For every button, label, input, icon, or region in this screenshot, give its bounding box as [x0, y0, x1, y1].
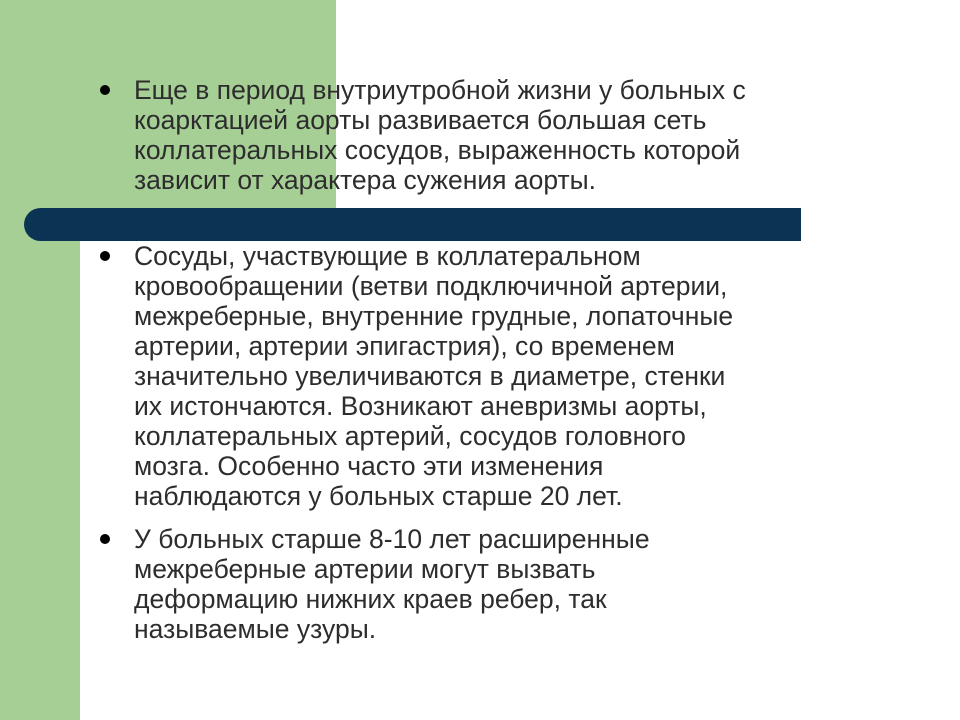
bullet-2-line-9: наблюдаются у больных старше 20 лет. — [134, 481, 623, 511]
bullet-dot-icon — [100, 534, 110, 544]
bullet-3-line-3: деформацию нижних краев ребер, так — [134, 584, 607, 614]
bullet-text-2 — [134, 241, 884, 511]
bullet-2-line-8: мозга. Особенно часто эти изменения — [134, 451, 604, 481]
bullet-1-line-3: коллатеральных сосудов, выраженность которой — [134, 135, 741, 165]
slide-content — [96, 0, 886, 720]
bullet-text-3 — [134, 524, 884, 644]
bullet-2-line-1: Сосуды, участвующие в коллатеральном — [134, 241, 641, 271]
bullet-2-line-4: артерии, артерии эпигастрия), со временем — [134, 331, 675, 361]
bullet-3-line-2: межреберные артерии могут вызвать — [134, 554, 596, 584]
bullet-dot-icon — [100, 85, 110, 95]
bullet-1-line-4: зависит от характера сужения аорты. — [134, 165, 597, 195]
bullet-1-line-2: коарктацией аорты развивается большая сеть — [134, 105, 707, 135]
bullet-1-line-1: Еще в период внутриутробной жизни у больных с — [134, 75, 746, 105]
green-accent-left — [0, 0, 80, 720]
bullet-3-line-4: называемые узуры. — [134, 614, 377, 644]
bullet-2-line-3: межреберные, внутренние грудные, лопаточные — [134, 301, 734, 331]
bullet-dot-icon — [100, 251, 110, 261]
bullet-text-1 — [134, 75, 884, 195]
bullet-2-line-7: коллатеральных артерий, сосудов головного — [134, 421, 686, 451]
bullet-2-line-6: их истончаются. Возникают аневризмы аорты, — [134, 391, 707, 421]
bullet-2-line-2: кровообращении (ветви подключичной артерии, — [134, 271, 728, 301]
bullet-3-line-1: У больных старше 8-10 лет расширенные — [134, 524, 650, 554]
bullet-2-line-5: значительно увеличиваются в диаметре, стенки — [134, 361, 726, 391]
